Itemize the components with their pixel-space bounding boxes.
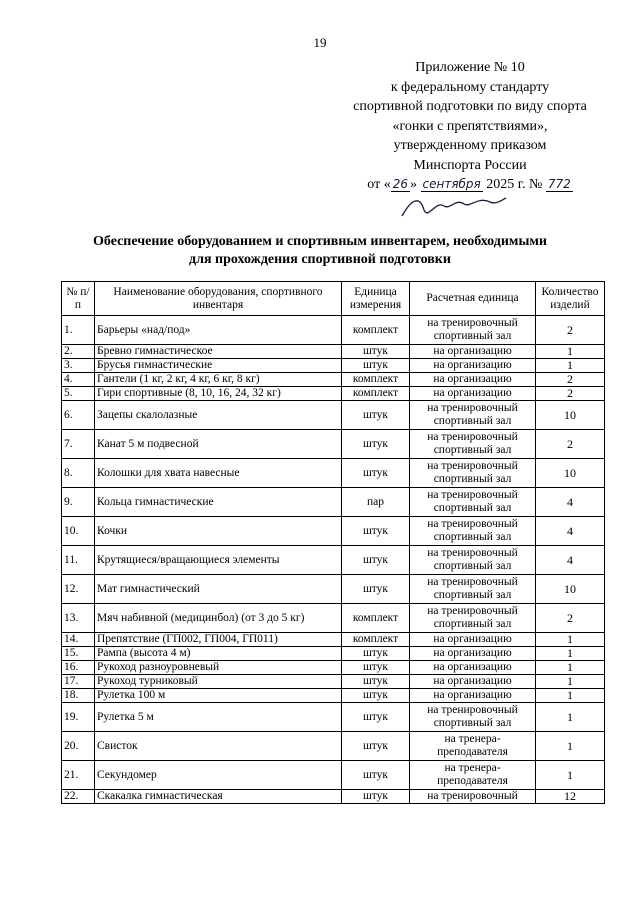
item-calc-unit: на тренировочный спортивный зал xyxy=(410,401,536,430)
item-unit: штук xyxy=(342,359,410,373)
item-unit: штук xyxy=(342,430,410,459)
item-quantity: 10 xyxy=(536,575,605,604)
item-calc-unit: на тренировочный спортивный зал xyxy=(410,575,536,604)
item-unit: штук xyxy=(342,703,410,732)
item-calc-unit: на организацию xyxy=(410,345,536,359)
row-number: 8. xyxy=(62,459,95,488)
item-calc-unit: на организацию xyxy=(410,661,536,675)
item-calc-unit: на тренера-преподавателя xyxy=(410,761,536,790)
row-number: 14. xyxy=(62,633,95,647)
item-quantity: 1 xyxy=(536,689,605,703)
item-unit: штук xyxy=(342,546,410,575)
title-line-2: для прохождения спортивной подготовки xyxy=(189,252,451,267)
table-row xyxy=(62,401,605,430)
table-row xyxy=(62,647,605,661)
item-quantity: 2 xyxy=(536,316,605,345)
order-number: 772 xyxy=(547,177,571,191)
item-name: Кочки xyxy=(95,517,342,546)
row-number: 6. xyxy=(62,401,95,430)
table-row xyxy=(62,661,605,675)
table-body xyxy=(62,316,605,804)
date-year: 2025 г. № xyxy=(486,177,543,192)
item-name: Рулетка 100 м xyxy=(95,689,342,703)
table-row xyxy=(62,517,605,546)
item-name: Скакалка гимнастическая xyxy=(95,790,342,804)
item-calc-unit: на организацию xyxy=(410,647,536,661)
appendix-line-6: Минспорта России xyxy=(413,157,527,173)
item-unit: комплект xyxy=(342,316,410,345)
item-name: Мяч набивной (медицинбол) (от 3 до 5 кг) xyxy=(95,604,342,633)
item-calc-unit: на организацию xyxy=(410,633,536,647)
row-number: 10. xyxy=(62,517,95,546)
item-quantity: 1 xyxy=(536,661,605,675)
item-quantity: 1 xyxy=(536,675,605,689)
row-number: 13. xyxy=(62,604,95,633)
item-name: Канат 5 м подвесной xyxy=(95,430,342,459)
table-row xyxy=(62,387,605,401)
item-calc-unit: на тренировочный спортивный зал xyxy=(410,703,536,732)
item-name: Зацепы скалолазные xyxy=(95,401,342,430)
item-calc-unit: на тренера-преподавателя xyxy=(410,732,536,761)
item-quantity: 1 xyxy=(536,761,605,790)
item-quantity: 10 xyxy=(536,459,605,488)
item-unit: штук xyxy=(342,517,410,546)
table-row xyxy=(62,732,605,761)
item-calc-unit: на организацию xyxy=(410,387,536,401)
item-name: Гантели (1 кг, 2 кг, 4 кг, 6 кг, 8 кг) xyxy=(95,373,342,387)
table-row xyxy=(62,575,605,604)
item-name: Бревно гимнастическое xyxy=(95,345,342,359)
item-unit: штук xyxy=(342,732,410,761)
item-name: Крутящиеся/вращающиеся элементы xyxy=(95,546,342,575)
row-number: 5. xyxy=(62,387,95,401)
date-mid: » xyxy=(410,177,417,192)
item-calc-unit: на тренировочный спортивный зал xyxy=(410,604,536,633)
item-quantity: 2 xyxy=(536,604,605,633)
item-unit: штук xyxy=(342,689,410,703)
item-name: Рукоход турниковый xyxy=(95,675,342,689)
item-unit: штук xyxy=(342,345,410,359)
item-name: Свисток xyxy=(95,732,342,761)
item-quantity: 2 xyxy=(536,373,605,387)
appendix-line-2: к федеральному стандарту xyxy=(390,79,550,95)
item-unit: штук xyxy=(342,675,410,689)
item-quantity: 4 xyxy=(536,517,605,546)
item-calc-unit: на тренировочный спортивный зал xyxy=(410,546,536,575)
item-name: Колошки для хвата навесные xyxy=(95,459,342,488)
item-unit: штук xyxy=(342,790,410,804)
table-row xyxy=(62,790,605,804)
table-row xyxy=(62,633,605,647)
item-name: Брусья гимнастические xyxy=(95,359,342,373)
table-row xyxy=(62,675,605,689)
row-number: 11. xyxy=(62,546,95,575)
appendix-line-3: спортивной подготовки по виду спорта xyxy=(353,99,587,114)
item-unit: штук xyxy=(342,401,410,430)
item-unit: пар xyxy=(342,488,410,517)
item-name: Препятствие (ГП002, ГП004, ГП011) xyxy=(95,633,342,647)
row-number: 17. xyxy=(62,675,95,689)
date-month: сентября xyxy=(422,177,481,191)
appendix-header xyxy=(340,58,600,195)
item-quantity: 2 xyxy=(536,387,605,401)
item-unit: штук xyxy=(342,647,410,661)
item-quantity: 4 xyxy=(536,488,605,517)
header-qty: Количество изделий xyxy=(536,282,605,316)
item-name: Рукоход разноуровневый xyxy=(95,661,342,675)
row-number: 3. xyxy=(62,359,95,373)
item-calc-unit: на тренировочный спортивный зал xyxy=(410,488,536,517)
row-number: 2. xyxy=(62,345,95,359)
item-calc-unit: на организацию xyxy=(410,373,536,387)
table-header-row xyxy=(62,282,605,316)
row-number: 12. xyxy=(62,575,95,604)
item-quantity: 1 xyxy=(536,732,605,761)
item-name: Мат гимнастический xyxy=(95,575,342,604)
item-quantity: 4 xyxy=(536,546,605,575)
header-name: Наименование оборудования, спортивного инвентаря xyxy=(95,282,342,316)
equipment-table xyxy=(61,281,605,804)
item-calc-unit: на организацию xyxy=(410,359,536,373)
item-quantity: 10 xyxy=(536,401,605,430)
item-calc-unit: на тренировочный спортивный зал xyxy=(410,316,536,345)
row-number: 21. xyxy=(62,761,95,790)
item-name: Рампа (высота 4 м) xyxy=(95,647,342,661)
signature-mark xyxy=(398,192,508,222)
appendix-line-5: утвержденному приказом xyxy=(393,138,547,153)
item-unit: штук xyxy=(342,661,410,675)
item-name: Секундомер xyxy=(95,761,342,790)
item-quantity: 2 xyxy=(536,430,605,459)
table-row xyxy=(62,689,605,703)
row-number: 16. xyxy=(62,661,95,675)
table-row xyxy=(62,459,605,488)
table-row xyxy=(62,604,605,633)
item-unit: штук xyxy=(342,459,410,488)
item-calc-unit: на тренировочный xyxy=(410,790,536,804)
table-row xyxy=(62,345,605,359)
table-row xyxy=(62,316,605,345)
item-name: Рулетка 5 м xyxy=(95,703,342,732)
row-number: 22. xyxy=(62,790,95,804)
row-number: 9. xyxy=(62,488,95,517)
table-row xyxy=(62,373,605,387)
appendix-line-1: Приложение № 10 xyxy=(415,60,525,75)
table-row xyxy=(62,430,605,459)
appendix-line-4: «гонки с препятствиями», xyxy=(392,118,548,134)
item-name: Кольца гимнастические xyxy=(95,488,342,517)
item-quantity: 12 xyxy=(536,790,605,804)
item-quantity: 1 xyxy=(536,703,605,732)
document-title xyxy=(0,233,640,269)
item-unit: комплект xyxy=(342,387,410,401)
header-num: № п/п xyxy=(62,282,95,316)
item-unit: штук xyxy=(342,575,410,604)
row-number: 18. xyxy=(62,689,95,703)
item-calc-unit: на тренировочный спортивный зал xyxy=(410,517,536,546)
table-row xyxy=(62,359,605,373)
date-day: 26 xyxy=(392,177,408,191)
header-unit: Единица измерения xyxy=(342,282,410,316)
header-calc: Расчетная единица xyxy=(410,282,536,316)
row-number: 20. xyxy=(62,732,95,761)
item-calc-unit: на тренировочный спортивный зал xyxy=(410,430,536,459)
table-row xyxy=(62,488,605,517)
row-number: 4. xyxy=(62,373,95,387)
item-calc-unit: на организацию xyxy=(410,689,536,703)
table-row xyxy=(62,761,605,790)
item-calc-unit: на организацию xyxy=(410,675,536,689)
item-unit: комплект xyxy=(342,633,410,647)
item-calc-unit: на тренировочный спортивный зал xyxy=(410,459,536,488)
item-unit: штук xyxy=(342,761,410,790)
item-unit: комплект xyxy=(342,373,410,387)
item-quantity: 1 xyxy=(536,359,605,373)
item-quantity: 1 xyxy=(536,633,605,647)
table-row xyxy=(62,703,605,732)
item-unit: комплект xyxy=(342,604,410,633)
page-number: 19 xyxy=(313,35,327,50)
row-number: 15. xyxy=(62,647,95,661)
item-name: Барьеры «над/под» xyxy=(95,316,342,345)
date-prefix: от « xyxy=(367,177,391,192)
row-number: 1. xyxy=(62,316,95,345)
title-line-1: Обеспечение оборудованием и спортивным инвентарем, необходимыми xyxy=(93,234,547,249)
row-number: 19. xyxy=(62,703,95,732)
row-number: 7. xyxy=(62,430,95,459)
item-quantity: 1 xyxy=(536,345,605,359)
table-row xyxy=(62,546,605,575)
item-name: Гири спортивные (8, 10, 16, 24, 32 кг) xyxy=(95,387,342,401)
item-quantity: 1 xyxy=(536,647,605,661)
